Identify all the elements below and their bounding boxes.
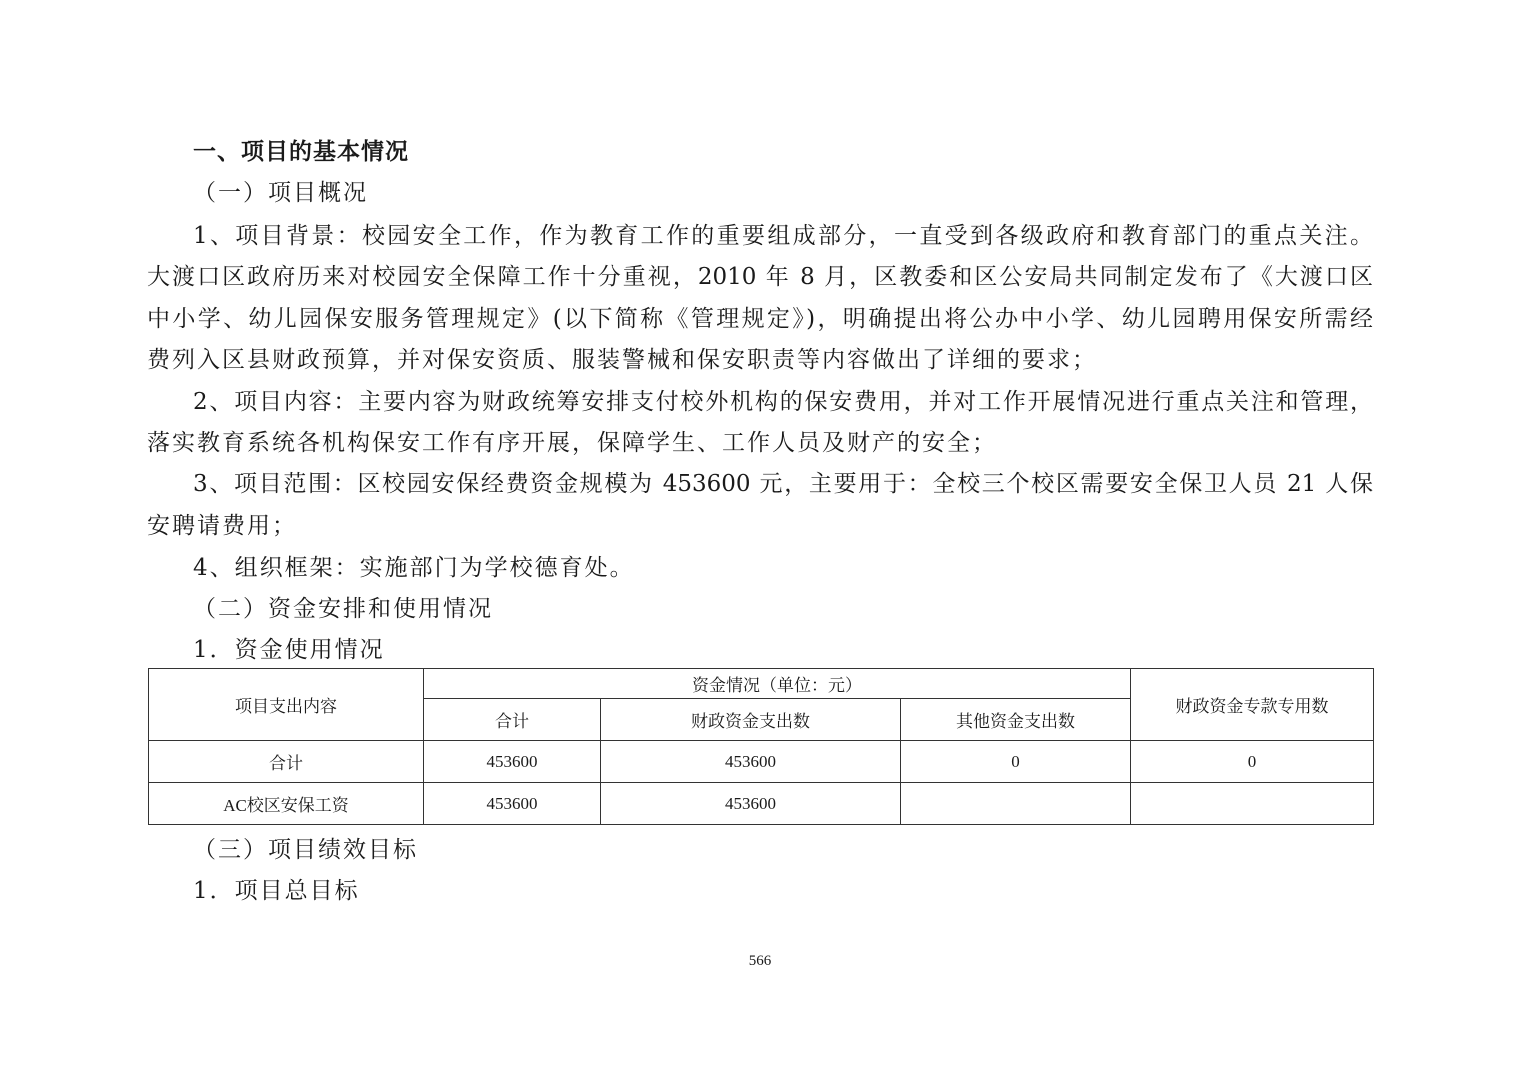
header-total: 合计 [424,699,601,741]
cell-fiscal: 453600 [601,783,901,825]
background-line-2: 大渡口区政府历来对校园安全保障工作十分重视，2010 年 8 月，区教委和区公安局共同制定发布了《大渡口区 [147,264,1373,290]
scope-line-1: 3、项目范围：区校园安保经费资金规模为 453600 元，主要用于：全校三个校区需要安全保卫人员 21 人保 [193,471,1373,497]
background-line-4: 费列入区县财政预算，并对保安资质、服装警械和保安职责等内容做出了详细的要求； [147,347,1097,373]
organization-line: 4、组织框架：实施部门为学校德育处。 [193,555,635,581]
table-row [149,783,1374,825]
background-line-1: 1、项目背景：校园安全工作，作为教育工作的重要组成部分，一直受到各级政府和教育部门的重点关注。 [193,223,1373,249]
cell-fiscal: 453600 [601,741,901,783]
cell-content: AC校区安保工资 [149,783,424,825]
subsection-overview: （一）项目概况 [193,180,368,206]
subsection-goals: （三）项目绩效目标 [193,837,418,863]
cell-total: 453600 [424,783,601,825]
header-funds-group: 资金情况（单位：元） [424,669,1131,699]
content-line-2: 落实教育系统各机构保安工作有序开展，保障学生、工作人员及财产的安全； [147,430,997,456]
cell-other [901,783,1131,825]
cell-special: 0 [1131,741,1374,783]
content-line-1: 2、项目内容：主要内容为财政统筹安排支付校外机构的保安费用，并对工作开展情况进行重点关注和管理， [193,389,1373,415]
funds-table [148,668,1374,825]
overall-goal-title: 1．项目总目标 [193,878,360,904]
cell-other: 0 [901,741,1131,783]
table-row [149,741,1374,783]
header-other: 其他资金支出数 [901,699,1131,741]
subsection-funds: （二）资金安排和使用情况 [193,596,493,622]
background-line-3: 中小学、幼儿园保安服务管理规定》(以下简称《管理规定》)，明确提出将公办中小学、幼儿园聘用保安所需经 [147,306,1373,332]
header-fiscal: 财政资金支出数 [601,699,901,741]
cell-content: 合计 [149,741,424,783]
header-special: 财政资金专款专用数 [1131,669,1374,741]
header-content: 项目支出内容 [149,669,424,741]
funds-usage-title: 1．资金使用情况 [193,637,385,663]
section-heading: 一、项目的基本情况 [193,139,409,165]
scope-line-2: 安聘请费用； [147,513,297,539]
cell-special [1131,783,1374,825]
cell-total: 453600 [424,741,601,783]
page-number: 566 [748,953,772,969]
